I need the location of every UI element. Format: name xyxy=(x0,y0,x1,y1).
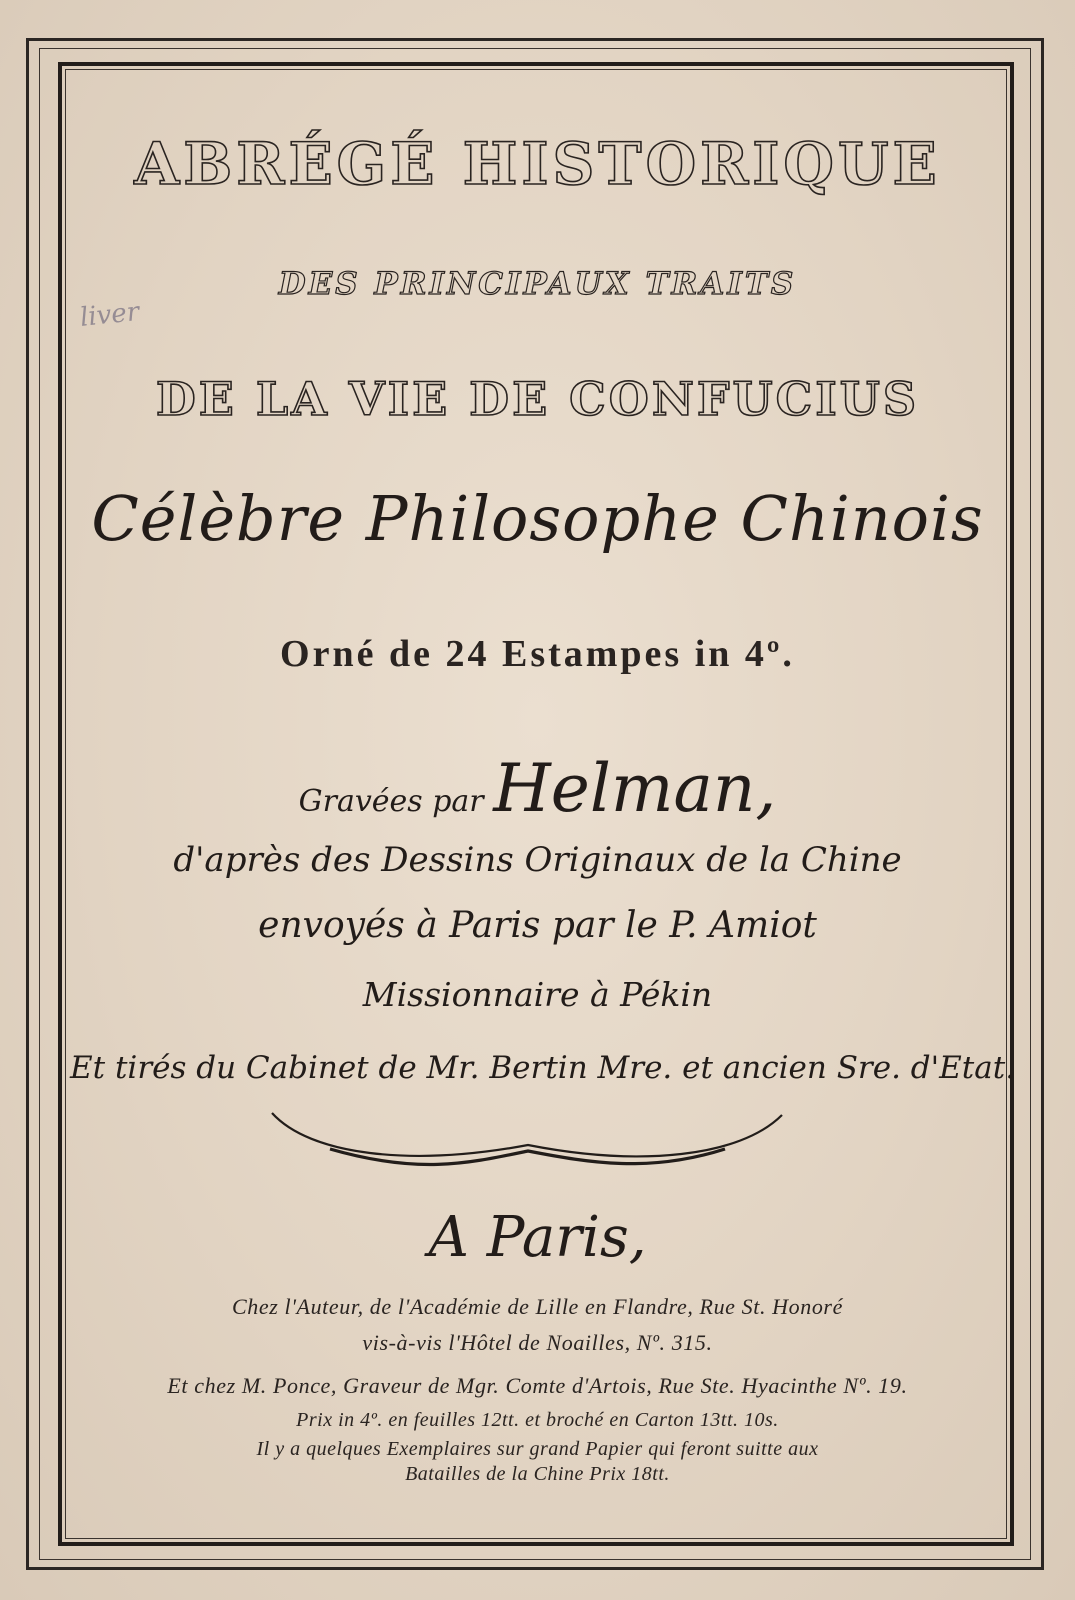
title-main: ABRÉGÉ HISTORIQUE xyxy=(134,130,941,198)
credit-amiot: envoyés à Paris par le P. Amiot xyxy=(258,905,817,946)
credit-cabinet: Et tirés du Cabinet de Mr. Bertin Mre. et ancien Sre. d'Etat. xyxy=(70,1050,1016,1086)
imprint-auteur: Chez l'Auteur, de l'Académie de Lille en Flandre, Rue St. Honoré xyxy=(232,1294,843,1319)
imprint-noailles: vis-à-vis l'Hôtel de Noailles, Nº. 315. xyxy=(362,1330,713,1355)
credit-engraver xyxy=(70,750,1005,827)
credit-graves-par: Gravées par xyxy=(298,784,484,819)
title-confucius: DE LA VIE DE CONFUCIUS xyxy=(155,372,920,426)
pencil-annotation: liver xyxy=(78,296,141,334)
imprint-exemplaires: Il y a quelques Exemplaires sur grand Papier qui feront suitte aux xyxy=(256,1438,819,1460)
title-subtitle: DES PRINCIPAUX TRAITS xyxy=(278,266,797,302)
credit-missionnaire: Missionnaire à Pékin xyxy=(362,975,713,1014)
title-estampes: Orné de 24 Estampes in 4º. xyxy=(280,633,795,675)
imprint-place: A Paris, xyxy=(428,1205,647,1270)
ornamental-swash xyxy=(270,1105,785,1175)
title-philosophe: Célèbre Philosophe Chinois xyxy=(91,482,984,555)
credit-dessins: d'après des Dessins Originaux de la Chine xyxy=(173,840,902,880)
imprint-prix: Prix in 4º. en feuilles 12tt. et broché en Carton 13tt. 10s. xyxy=(296,1409,779,1431)
imprint-batailles: Batailles de la Chine Prix 18tt. xyxy=(405,1463,670,1485)
credit-engraver-name: Helman, xyxy=(493,750,777,827)
imprint-ponce: Et chez M. Ponce, Graveur de Mgr. Comte d'Artois, Rue Ste. Hyacinthe Nº. 19. xyxy=(167,1373,908,1398)
